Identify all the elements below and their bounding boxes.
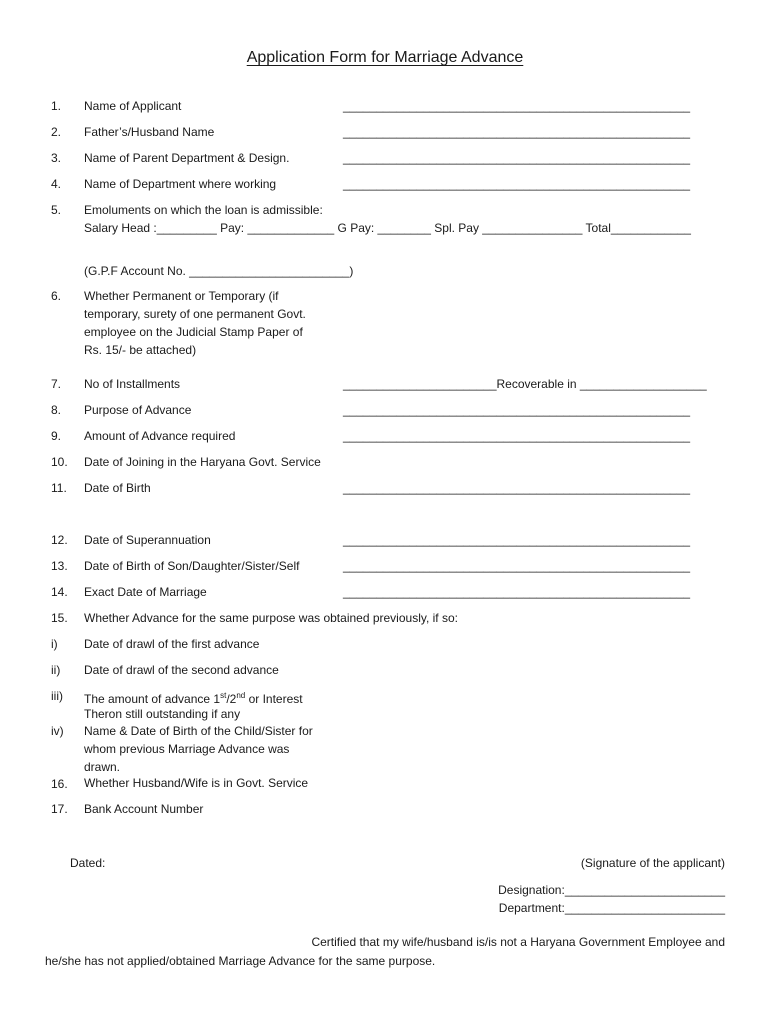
sub-iv-line-3: drawn. xyxy=(84,760,121,774)
item-4-label: Name of Department where working xyxy=(84,177,277,191)
item-7-label: No of Installments xyxy=(84,377,181,391)
item-10-number: 10. xyxy=(51,455,68,469)
item-16-label: Whether Husband/Wife is in Govt. Service xyxy=(84,776,309,790)
item-9-label: Amount of Advance required xyxy=(84,429,236,443)
department-field[interactable]: Department:________________________ xyxy=(498,901,725,915)
item-13-number: 13. xyxy=(51,559,68,573)
item-6-number: 6. xyxy=(51,289,62,303)
item-13-label: Date of Birth of Son/Daughter/Sister/Self xyxy=(84,559,300,573)
item-1-number: 1. xyxy=(51,99,62,113)
sub-iii-sup-nd: nd xyxy=(236,691,246,700)
salary-fields[interactable]: Salary Head :_________ Pay: _____________ G Pay: ________ Spl. Pay _______________ Total____________ xyxy=(84,221,691,235)
sub-iii-sup-st: st xyxy=(220,691,227,700)
sub-iv-line-1: Name & Date of Birth of the Child/Sister for xyxy=(84,724,313,738)
item-11-number: 11. xyxy=(51,481,67,495)
item-9-blank[interactable]: ____________________________________________________ xyxy=(343,429,691,443)
item-14-blank[interactable]: ____________________________________________________ xyxy=(343,585,691,599)
sub-i-number: i) xyxy=(51,637,58,651)
item-4-number: 4. xyxy=(51,177,62,191)
item-6-line-2: temporary, surety of one permanent Govt. xyxy=(84,307,306,321)
gpf-account-field[interactable]: (G.P.F Account No. ________________________) xyxy=(84,264,354,278)
item-8-label: Purpose of Advance xyxy=(84,403,192,417)
item-16-number: 16. xyxy=(51,777,68,791)
item-6-line-4: Rs. 15/- be attached) xyxy=(84,343,197,357)
item-14-label: Exact Date of Marriage xyxy=(84,585,207,599)
sub-iv-line-2: whom previous Marriage Advance was xyxy=(84,742,290,756)
item-4-blank[interactable]: ____________________________________________________ xyxy=(343,177,691,191)
item-2-number: 2. xyxy=(51,125,62,139)
item-15-number: 15. xyxy=(51,611,68,625)
sub-ii-label: Date of drawl of the second advance xyxy=(84,663,279,677)
item-3-label: Name of Parent Department & Design. xyxy=(84,151,290,165)
item-12-number: 12. xyxy=(51,533,68,547)
dated-label: Dated: xyxy=(70,856,106,870)
sub-iii-text-c: or Interest xyxy=(245,692,303,706)
item-6-line-3: employee on the Judicial Stamp Paper of xyxy=(84,325,303,339)
item-3-number: 3. xyxy=(51,151,62,165)
sub-iii-line-2: Theron still outstanding if any xyxy=(84,707,241,721)
sub-iii-text-a: The amount of advance 1 xyxy=(84,692,221,706)
certification-line-1: Certified that my wife/husband is/is not a Haryana Government Employee and xyxy=(311,935,725,949)
item-1-label: Name of Applicant xyxy=(84,99,182,113)
item-11-label: Date of Birth xyxy=(84,481,151,495)
item-9-number: 9. xyxy=(51,429,62,443)
sub-i-label: Date of drawl of the first advance xyxy=(84,637,260,651)
item-15-label: Whether Advance for the same purpose was obtained previously, if so: xyxy=(84,611,458,625)
sub-iv-number: iv) xyxy=(51,724,64,738)
item-1-blank[interactable]: ____________________________________________________ xyxy=(343,99,691,113)
item-13-blank[interactable]: ____________________________________________________ xyxy=(343,559,691,573)
item-17-number: 17. xyxy=(51,802,68,816)
installments-field[interactable]: _______________________Recoverable in ___________________ xyxy=(343,377,707,391)
item-2-label: Father’s/Husband Name xyxy=(84,125,215,139)
item-12-blank[interactable]: ____________________________________________________ xyxy=(343,533,691,547)
item-5-number: 5. xyxy=(51,203,62,217)
item-12-label: Date of Superannuation xyxy=(84,533,211,547)
item-5-label: Emoluments on which the loan is admissible: xyxy=(84,203,323,217)
item-8-blank[interactable]: ____________________________________________________ xyxy=(343,403,691,417)
sub-iii-number: iii) xyxy=(51,689,63,703)
form-title: Application Form for Marriage Advance xyxy=(246,49,524,66)
item-14-number: 14. xyxy=(51,585,68,599)
item-7-number: 7. xyxy=(51,377,62,391)
sub-iii-text-b: /2 xyxy=(226,692,237,706)
item-2-blank[interactable]: ____________________________________________________ xyxy=(343,125,691,139)
signature-label: (Signature of the applicant) xyxy=(580,856,725,870)
item-17-label: Bank Account Number xyxy=(84,802,204,816)
sub-ii-number: ii) xyxy=(51,663,61,677)
item-6-line-1: Whether Permanent or Temporary (if xyxy=(84,289,279,303)
item-3-blank[interactable]: ____________________________________________________ xyxy=(343,151,691,165)
designation-field[interactable]: Designation:________________________ xyxy=(498,883,725,897)
certification-line-2: he/she has not applied/obtained Marriage Advance for the same purpose. xyxy=(45,954,436,968)
item-8-number: 8. xyxy=(51,403,62,417)
item-10-label: Date of Joining in the Haryana Govt. Service xyxy=(84,455,321,469)
item-11-blank[interactable]: ____________________________________________________ xyxy=(343,481,691,495)
